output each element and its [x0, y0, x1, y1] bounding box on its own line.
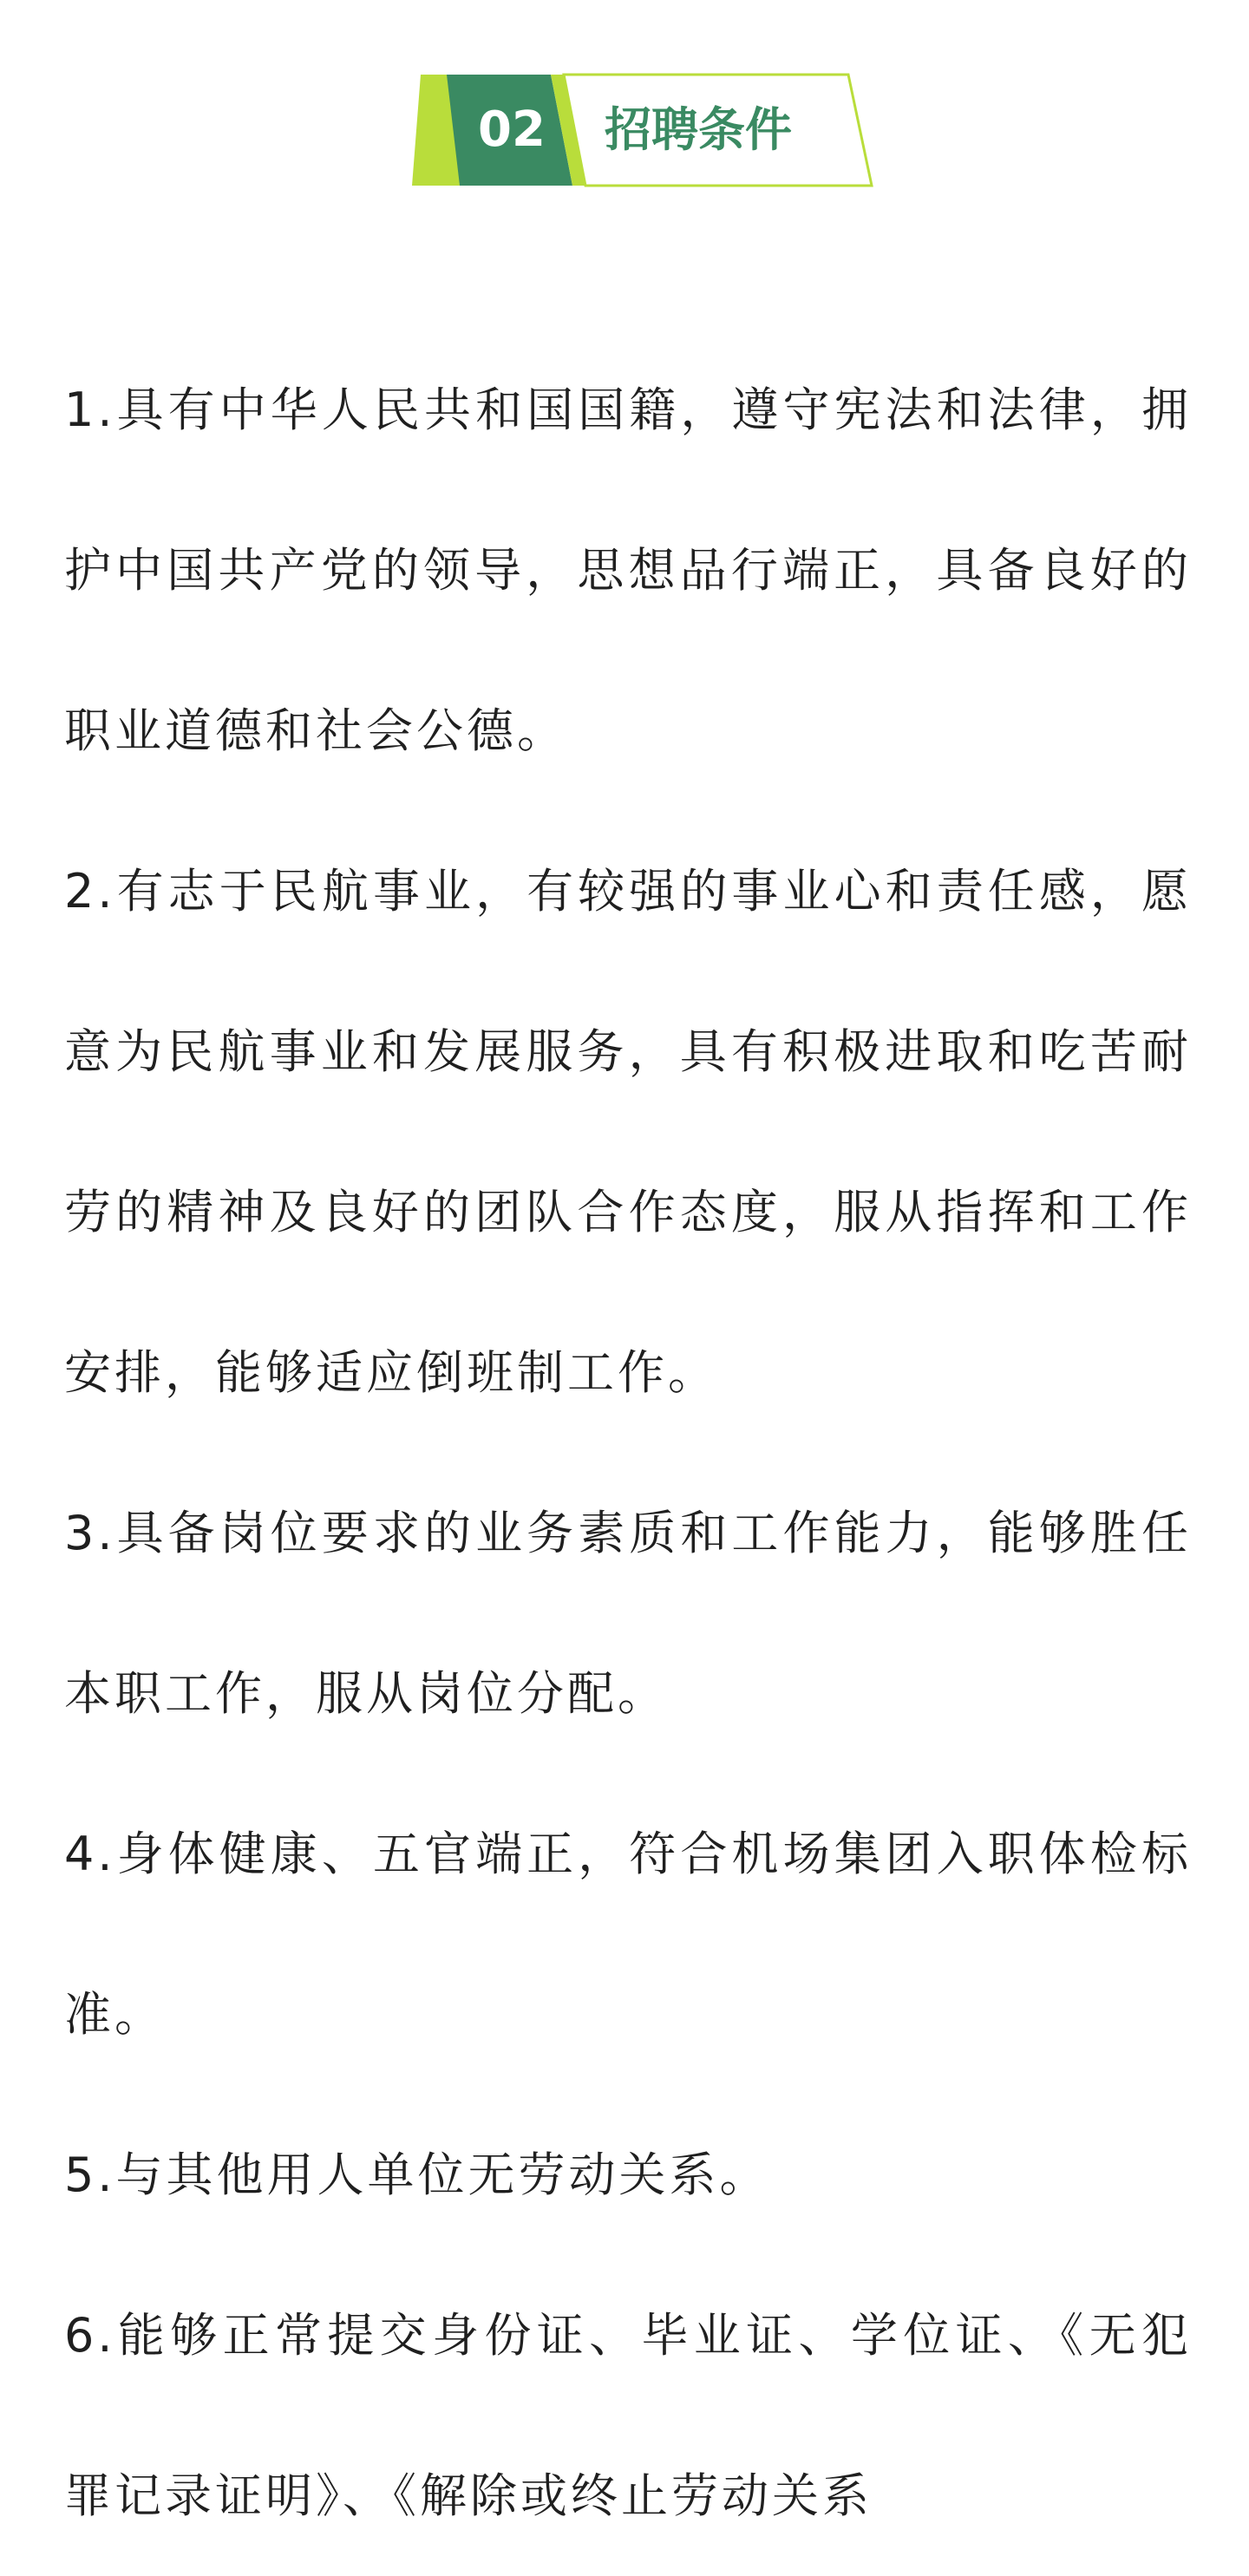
- requirement-item-3: 3.具备岗位要求的业务素质和工作能力，能够胜任本职工作，服从岗位分配。: [64, 1506, 1192, 1721]
- section-number: 02: [478, 101, 546, 158]
- section-header: [412, 69, 880, 191]
- requirement-item-5: 5.与其他用人单位无劳动关系。: [64, 2148, 770, 2202]
- requirement-item-2: 2.有志于民航事业，有较强的事业心和责任感，愿意为民航事业和发展服务，具有积极进取和吃苦耐劳的精神及良好的团队合作态度，服从指挥和工作安排，能够适应倒班制工作。: [64, 864, 1192, 1400]
- requirement-item-6: 6.能够正常提交身份证、毕业证、学位证、《无犯罪记录证明》、《解除或终止劳动关系: [64, 2308, 1192, 2523]
- requirements-list: [64, 330, 1192, 2576]
- section-title: 招聘条件: [605, 102, 792, 157]
- requirement-item-4: 4.身体健康、五官端正，符合机场集团入职体检标准。: [64, 1827, 1192, 2042]
- requirement-item-1: 1.具有中华人民共和国国籍，遵守宪法和法律，拥护中国共产党的领导，思想品行端正，具备良好的职业道德和社会公德。: [64, 382, 1192, 758]
